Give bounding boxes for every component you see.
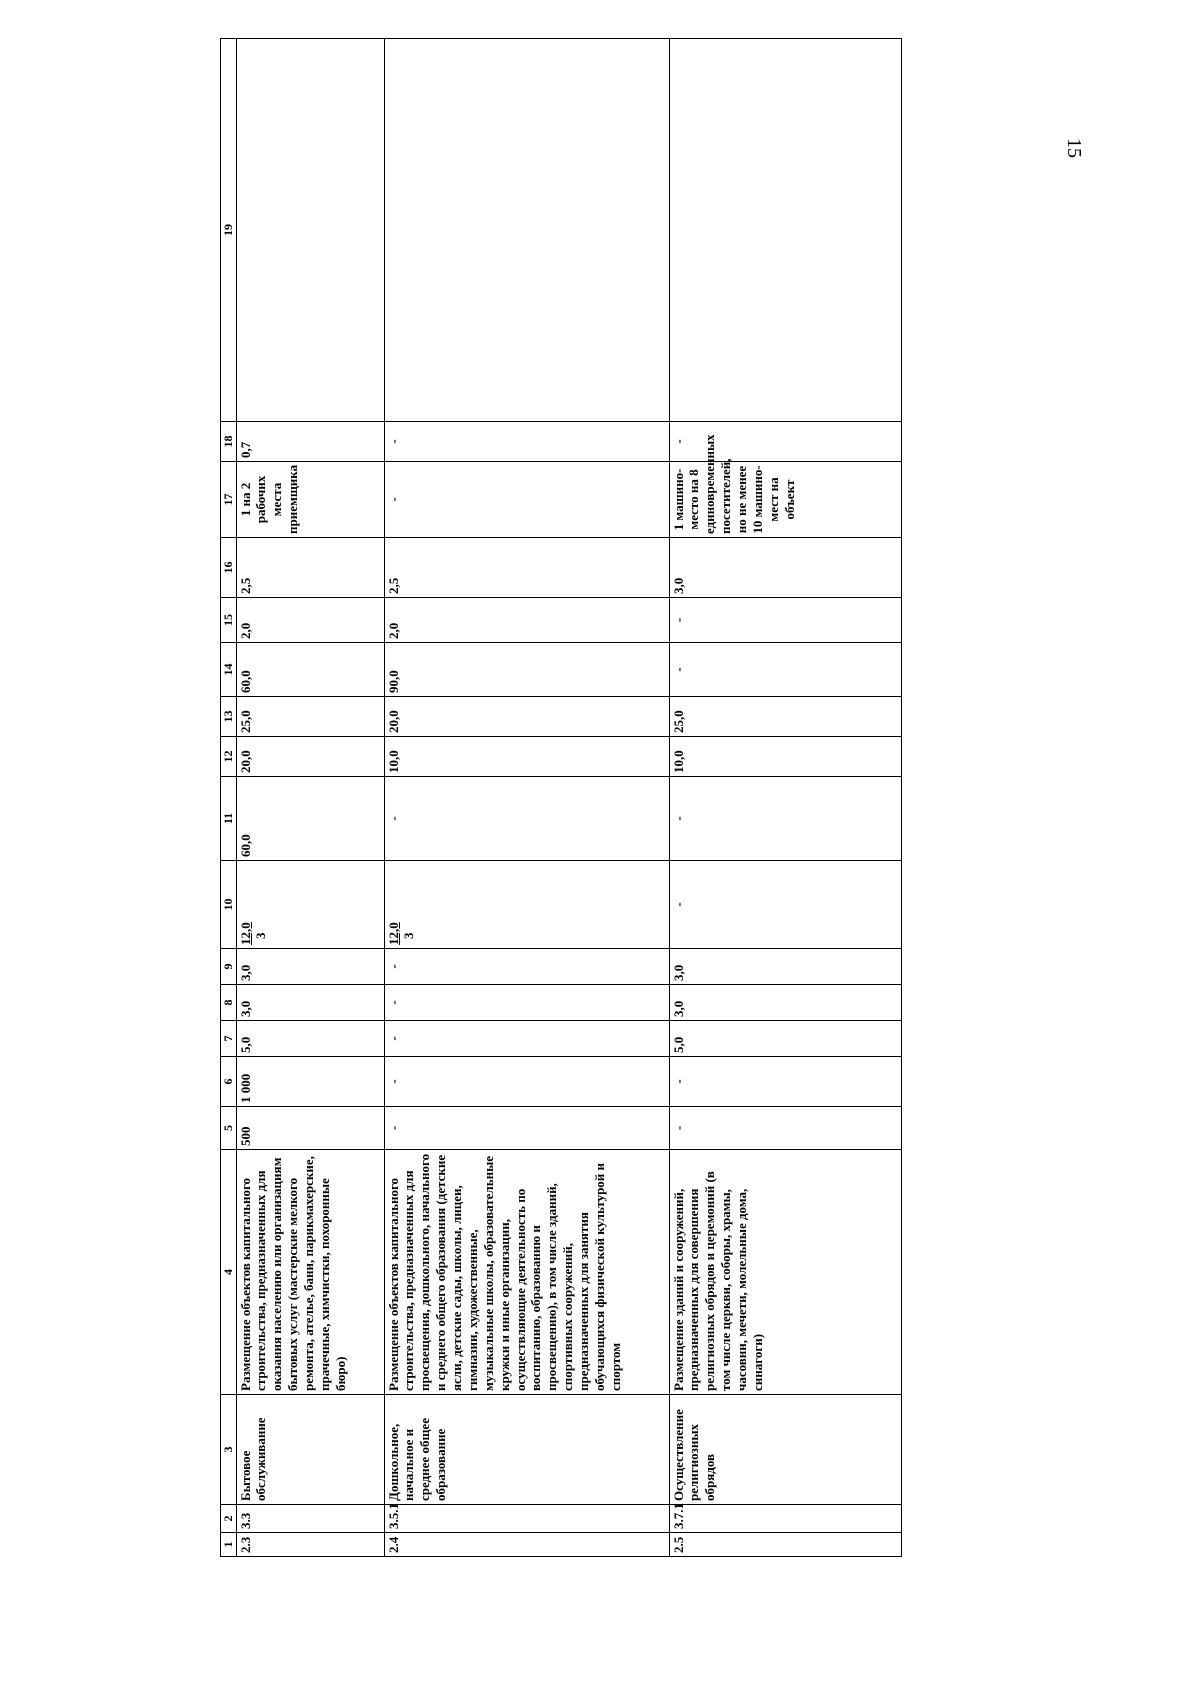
col-header: 18 [221, 422, 237, 462]
col-header: 9 [221, 949, 237, 985]
cell-value: - [384, 1057, 669, 1107]
col-header: 13 [221, 697, 237, 737]
rotated-table-container [220, 139, 900, 1557]
cell-value [384, 39, 669, 422]
cell-value: 500 [236, 1107, 384, 1150]
cell-description: Размещение зданий и сооружений, предназначенных для совершения религиозных обрядов и церемоний (в том числе церкви, соборы, храмы, часовни, мечети, молельные дома, синагоги) [669, 1150, 901, 1395]
cell-value: 20,0 [384, 697, 669, 737]
cell-parking: 1 на 2 рабочих места приемщика [236, 462, 384, 538]
cell-use-name: Бытовое обслуживание [236, 1395, 384, 1505]
cell-value: 2,5 [236, 538, 384, 598]
cell-value: 2,0 [384, 598, 669, 643]
cell-fraction [236, 861, 384, 949]
cell-value: 5,0 [236, 1021, 384, 1057]
cell-value: - [384, 1107, 669, 1150]
cell-value: - [384, 1021, 669, 1057]
cell-parking: 1 машино-место на 8 единовременных посетителей, но не менее 10 машино-мест на объект [669, 462, 901, 538]
cell-value: - [384, 949, 669, 985]
cell-value: 60,0 [236, 643, 384, 697]
col-header: 11 [221, 777, 237, 861]
col-header: 10 [221, 861, 237, 949]
fraction-numerator: 12,0 [385, 922, 401, 945]
col-header: 14 [221, 643, 237, 697]
cell-value: - [669, 422, 901, 462]
cell-value: 3,0 [669, 538, 901, 598]
cell-code: 3.3 [236, 1505, 384, 1533]
col-header: 17 [221, 462, 237, 538]
cell-use-name: Дошкольное, начальное и среднее общее образование [384, 1395, 669, 1505]
col-header: 1 [221, 1533, 237, 1557]
col-header: 3 [221, 1395, 237, 1505]
cell-use-name: Осуществление религиозных обрядов [669, 1395, 901, 1505]
cell-value: - [669, 598, 901, 643]
cell-value [669, 39, 901, 422]
cell-value: - [384, 777, 669, 861]
col-header: 7 [221, 1021, 237, 1057]
cell-value: 25,0 [236, 697, 384, 737]
cell-value: 10,0 [384, 737, 669, 777]
table-row [384, 39, 669, 1557]
col-header: 6 [221, 1057, 237, 1107]
cell-fraction [384, 861, 669, 949]
fraction-denominator: 3 [253, 932, 269, 939]
col-header: 5 [221, 1107, 237, 1150]
cell-parking: - [384, 462, 669, 538]
cell-value: 3,0 [669, 949, 901, 985]
fraction-denominator: 3 [401, 932, 417, 939]
fraction-numerator: 12,0 [237, 922, 253, 945]
cell-value: - [669, 1057, 901, 1107]
cell-value: - [384, 422, 669, 462]
cell-value: 2,0 [236, 598, 384, 643]
col-header: 8 [221, 985, 237, 1021]
col-header: 16 [221, 538, 237, 598]
cell-value: 3,0 [236, 949, 384, 985]
regulations-table [220, 38, 902, 1557]
cell-value: 1 000 [236, 1057, 384, 1107]
col-header: 4 [221, 1150, 237, 1395]
cell-value: 2,5 [384, 538, 669, 598]
cell-value: 60,0 [236, 777, 384, 861]
cell-value: - [669, 1107, 901, 1150]
cell-value: - [669, 643, 901, 697]
col-header: 12 [221, 737, 237, 777]
header-row [221, 39, 237, 1557]
cell-value: 20,0 [236, 737, 384, 777]
col-header: 15 [221, 598, 237, 643]
col-header: 19 [221, 39, 237, 422]
cell-code: 3.7.1 [669, 1505, 901, 1533]
cell-code: 3.5.1 [384, 1505, 669, 1533]
cell-value: 5,0 [669, 1021, 901, 1057]
col-header: 2 [221, 1505, 237, 1533]
page-number: 15 [1063, 138, 1085, 158]
cell-description: Размещение объектов капитального строительства, предназначенных для просвещения, дошкольного, начального и среднего общего образования (детские ясли, детские сады, школы, лицеи, гимназии, художественные, музыкальные школы, образовательные кружки и иные организации, осуществляющие деятельность по воспитанию, образованию и просвещению), в том числе зданий, спортивных сооружений, предназначенных для занятия обучающихся физической культурой и спортом [384, 1150, 669, 1395]
table-row [236, 39, 384, 1557]
cell-number: 2.4 [384, 1533, 669, 1557]
cell-value: - [669, 777, 901, 861]
cell-value: 3,0 [236, 985, 384, 1021]
cell-value: 3,0 [669, 985, 901, 1021]
cell-number: 2.5 [669, 1533, 901, 1557]
cell-value [236, 39, 384, 422]
fraction-numerator: - [670, 902, 686, 907]
cell-value: 90,0 [384, 643, 669, 697]
table-row [669, 39, 901, 1557]
cell-value: 0,7 [236, 422, 384, 462]
cell-value: 25,0 [669, 697, 901, 737]
cell-value: - [384, 985, 669, 1021]
cell-description: Размещение объектов капитального строительства, предназначенных для оказания населению или организациям бытовых услуг (мастерские мелкого ремонта, ателье, бани, парикмахерские, прачечные, химчистки, похоронные бюро) [236, 1150, 384, 1395]
cell-fraction [669, 861, 901, 949]
cell-number: 2.3 [236, 1533, 384, 1557]
cell-value: 10,0 [669, 737, 901, 777]
